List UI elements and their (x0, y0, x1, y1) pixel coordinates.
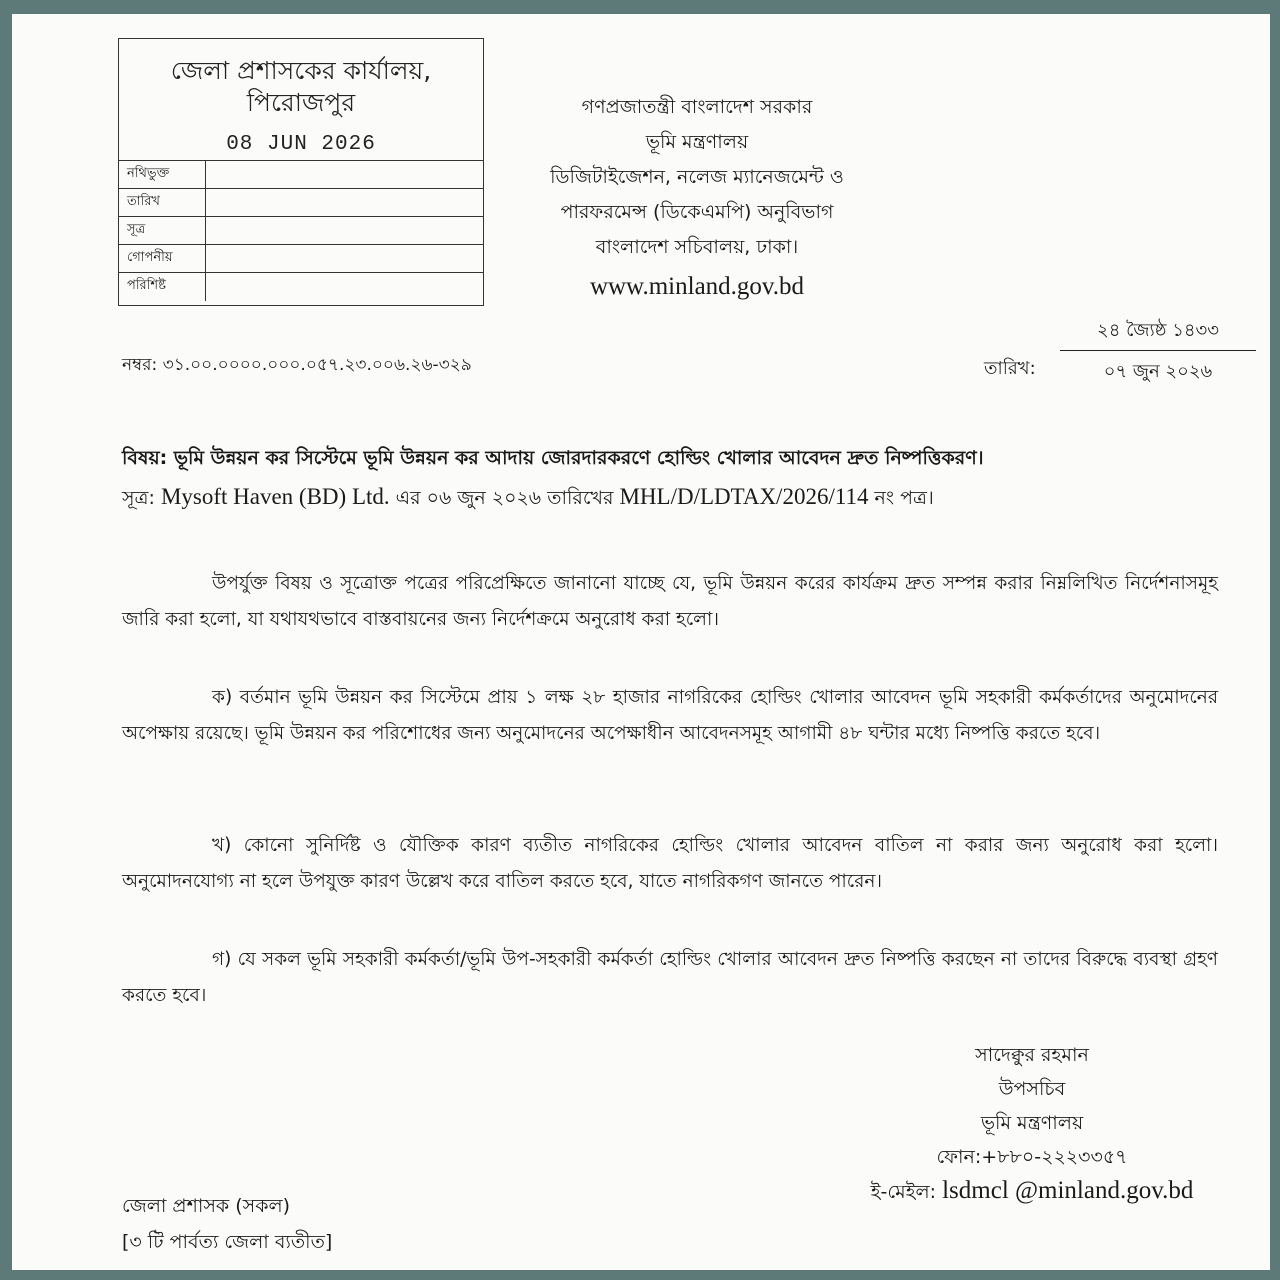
directive-b (122, 828, 1218, 900)
signature-block (832, 1038, 1232, 1209)
stamp-row-label: তারিখ (119, 189, 205, 217)
intro-text: উপর্যুক্ত বিষয় ও সূত্রোক্ত পত্রের পরিপ্রেক্ষিতে জানানো যাচ্ছে যে, ভূমি উন্নয়ন করের কার্যক্রম দ্রুত সম্পন্ন করার নিম্নলিখিত নির্দেশনাসমূহ জারি করা হলো, যা যথাযথভাবে বাস্তবায়নের জন্য নির্দেশক্রমে অনুরোধ করা হলো। (122, 573, 1218, 630)
received-stamp (118, 38, 484, 306)
stamp-register-table (119, 160, 483, 301)
letterhead-ministry: ভূমি মন্ত্রণালয় (645, 131, 749, 153)
stamp-row-blank (205, 245, 483, 273)
reference-org: Mysoft Haven (BD) Ltd. (160, 484, 390, 509)
directive-b-text: খ) কোনো সুনির্দিষ্ট ও যৌক্তিক কারণ ব্যতীত নাগরিকের হোল্ডিং খোলার আবেদন বাতিল না করার জন্য অনুরোধ করা হলো। অনুমোদনযোগ্য না হলে উপযুক্ত কারণ উল্লেখ করে বাতিল করতে হবে, যাতে নাগরিকগণ জানতে পারেন। (122, 835, 1218, 892)
intro-paragraph (122, 566, 1218, 638)
memo-date-english: ০৭ জুন ২০২৬ (1103, 361, 1213, 382)
stamp-office-line2: পিরোজপুর (246, 88, 356, 117)
recipient-line1: জেলা প্রশাসক (সকল) (122, 1195, 291, 1217)
letter-subject: বিষয়: ভূমি উন্নয়ন কর সিস্টেমে ভূমি উন্নয়ন কর আদায় জোরদারকরণে হোল্ডিং খোলার আবেদন দ্রুত নিষ্পত্তিকরণ। (122, 447, 984, 469)
letterhead (472, 90, 922, 304)
stamp-row (119, 161, 483, 189)
directive-c-text: গ) যে সকল ভূমি সহকারী কর্মকর্তা/ভূমি উপ-সহকারী কর্মকর্তা হোল্ডিং খোলার আবেদন দ্রুত নিষ্পত্তি করছেন না তাদের বিরুদ্ধে ব্যবস্থা গ্রহণ করতে হবে। (122, 949, 1218, 1006)
signatory-email-line (832, 1174, 1232, 1209)
stamp-row-blank (205, 273, 483, 301)
stamp-row-label: গোপনীয় (119, 245, 205, 273)
stamp-row-label: পরিশিষ্ট (119, 273, 205, 301)
stamp-row-label: নথিভুক্ত (119, 161, 205, 189)
stamp-row (119, 189, 483, 217)
memo-number: নম্বর: ৩১.০০.০০০০.০০০.০৫৭.২৩.০০৬.২৬-৩২৯ (122, 355, 472, 375)
reference-code: MHL/D/LDTAX/2026/114 (619, 484, 869, 509)
stamp-row-blank (205, 161, 483, 189)
signatory-designation: উপসচিব (998, 1078, 1066, 1100)
recipient-block (122, 1188, 332, 1260)
stamp-row-blank (205, 217, 483, 245)
stamp-office-line1: জেলা প্রশাসকের কার্যালয়, (170, 56, 432, 85)
signatory-ministry: ভূমি মন্ত্রণালয় (980, 1112, 1084, 1134)
email-label: ই-মেইল: (870, 1181, 943, 1203)
reference-mid: এর ০৬ জুন ২০২৬ তারিখের (389, 487, 620, 509)
letterhead-website: www.minland.gov.bd (589, 273, 805, 300)
date-divider (1060, 350, 1256, 351)
stamp-row (119, 273, 483, 301)
stamp-received-date: 08 JUN 2026 (226, 133, 376, 156)
reference-suffix: নং পত্র। (868, 487, 934, 509)
directive-a (122, 680, 1218, 752)
directive-a-text: ক) বর্তমান ভূমি উন্নয়ন কর সিস্টেমে প্রায় ১ লক্ষ ২৮ হাজার নাগরিকের হোল্ডিং খোলার আবেদন ভূমি সহকারী কর্মকর্তাদের অনুমোদনের অপেক্ষায় রয়েছে। ভূমি উন্নয়ন কর পরিশোধের জন্য অনুমোদনের অপেক্ষাধীন আবেদনসমূহ আগামী ৪৮ ঘন্টার মধ্যে নিষ্পত্তি করতে হবে। (122, 687, 1218, 744)
signatory-phone: ফোন:+৮৮০-২২২৩৩৫৭ (936, 1146, 1128, 1168)
stamp-row (119, 217, 483, 245)
signatory-email: lsdmcl @minland.gov.bd (942, 1177, 1194, 1204)
letterhead-division-line2: পারফরমেন্স (ডিকেএমপি) অনুবিভাগ (560, 201, 834, 223)
memo-date-label: তারিখ: (984, 358, 1036, 379)
directive-c (122, 942, 1218, 1014)
letterhead-division-line1: ডিজিটাইজেশন, নলেজ ম্যানেজমেন্ট ও (550, 166, 844, 188)
official-letter-page (12, 14, 1270, 1270)
stamp-row-label: সূত্র (119, 217, 205, 245)
memo-date-block (1060, 316, 1256, 388)
letterhead-govt: গণপ্রজাতন্ত্রী বাংলাদেশ সরকার (581, 96, 813, 118)
signatory-name: সাদেক্বুর রহমান (975, 1044, 1089, 1066)
recipient-line2: [৩ টি পার্বত্য জেলা ব্যতীত] (122, 1231, 333, 1253)
letterhead-address: বাংলাদেশ সচিবালয়, ঢাকা। (595, 236, 799, 258)
reference-prefix: সূত্র: (122, 487, 161, 509)
letter-reference (122, 484, 934, 516)
stamp-row (119, 245, 483, 273)
stamp-row-blank (205, 189, 483, 217)
memo-date-bangla: ২৪ জ্যৈষ্ঠ ১৪৩৩ (1097, 320, 1219, 341)
